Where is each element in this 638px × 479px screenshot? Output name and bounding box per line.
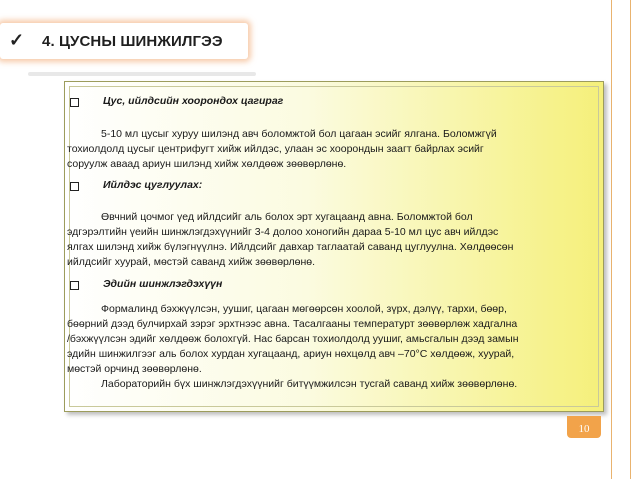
paragraph-line: Өвчний цочмог үед ийлдсийг аль болох эрт хугацаанд авна. Боломжтой бол [101, 211, 473, 223]
paragraph-line: Лабораторийн бүх шинжлэгдэхүүнийг битүүмжилсэн тусгай саванд хийж зөөвөрлөнө. [101, 378, 518, 390]
paragraph-line: 5-10 мл цусыг хуруу шилэнд авч боломжтой бол цагаан эсийг ялгана. Боломжгүй [101, 128, 497, 140]
section-paragraph [67, 127, 607, 172]
paragraph-line: ялгах шилэнд хийж бүлэгнүүлнэ. Ийлдсийг давхар таглаатай саванд цуглуулна. Хөлдөөсөн [67, 241, 514, 253]
slide-title: 4. ЦУСНЫ ШИНЖИЛГЭЭ [42, 33, 223, 50]
square-bullet-icon [70, 98, 79, 107]
page-number-badge: 10 [567, 416, 601, 438]
square-bullet-icon [70, 281, 79, 290]
right-border-line [630, 0, 631, 479]
paragraph-line: бөөрний дээд булчирхай зэрэг эрхтнээс авна. Тасалгааны температурт зөөвөрлөж хадгална [67, 318, 518, 330]
paragraph-line: ийлдсийг хуурай, мөстэй саванд хийж зөөвөрлөнө. [67, 256, 316, 268]
paragraph-line: соруулж аваад ариун шилэнд хийж хөлдөөж зөөвөрлөнө. [67, 158, 347, 170]
checkmark-icon: ✓ [9, 30, 25, 50]
paragraph-line: Формалинд бэхжүүлсэн, уушиг, цагаан мөгөөрсөн хоолой, зүрх, дэлүү, тархи, бөөр, [101, 303, 507, 315]
paragraph-line: /бэхжүүлсэн эдийг хөлдөөж болохгүй. Нас барсан тохиолдолд уушиг, амьсгалын дээд замын [67, 333, 519, 345]
section-paragraph [67, 302, 607, 392]
paragraph-line: эдийн шинжилгээг аль болох хурдан хугацаанд, ариун нөхцөлд авч –70°С хөлдөөж, хуурай, [67, 348, 515, 360]
paragraph-line: мөстэй орчинд зөөвөрлөнө. [67, 363, 202, 375]
section-paragraph [67, 210, 607, 270]
title-underline [28, 72, 256, 76]
paragraph-line: тохиолдолд цусыг центрифугт хийж ийлдэс, улаан эс хоорондын заагт байрлах эсийг [67, 143, 484, 155]
right-border-line [611, 0, 612, 479]
slide-title-bar [0, 23, 248, 59]
square-bullet-icon [70, 182, 79, 191]
paragraph-line: эдгэрэлтийн үеийн шинжлэгдэхүүнийг 3-4 долоо хоногийн дараа 5-10 мл цус авч ийлдэс [67, 226, 499, 238]
